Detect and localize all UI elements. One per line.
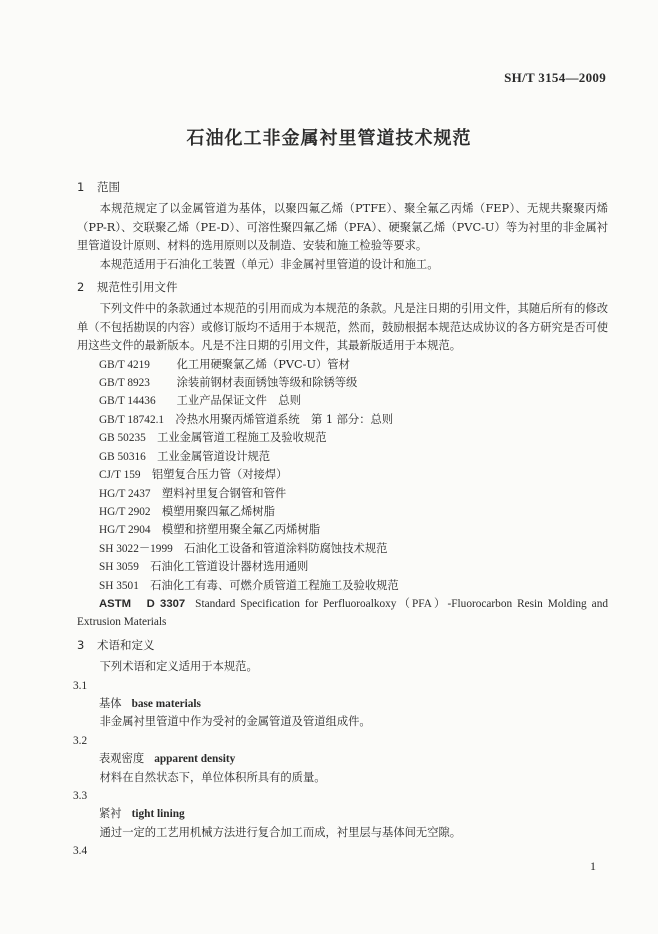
reference-code: GB/T 4219 bbox=[99, 358, 150, 371]
reference-title: 模塑用聚四氟乙烯树脂 bbox=[161, 504, 275, 518]
term-entry bbox=[77, 805, 608, 823]
reference-code: GB 50316 bbox=[99, 450, 146, 463]
section-title: 术语和定义 bbox=[97, 637, 155, 652]
reference-code: GB 50235 bbox=[99, 432, 146, 445]
term-chinese: 紧衬 bbox=[99, 807, 122, 821]
reference-code: GB/T 8923 bbox=[99, 377, 150, 390]
reference-code: SH 3022－1999 bbox=[99, 542, 173, 555]
reference-list bbox=[77, 356, 608, 595]
terms-intro: 下列术语和定义适用于本规范。 bbox=[99, 660, 258, 674]
reference-code: CJ/T 159 bbox=[99, 469, 141, 482]
reference-item bbox=[77, 558, 608, 576]
reference-item bbox=[77, 448, 608, 466]
reference-title: 铝塑复合压力管（对接焊） bbox=[151, 468, 288, 482]
document-body bbox=[73, 178, 608, 861]
section-number: 2 bbox=[77, 280, 85, 295]
reference-code: HG/T 2904 bbox=[99, 524, 151, 537]
reference-title: 化工用硬聚氯乙烯（PVC-U）管材 bbox=[176, 357, 350, 371]
reference-item bbox=[77, 540, 608, 558]
section-1-heading bbox=[77, 178, 608, 196]
reference-item bbox=[77, 374, 608, 392]
section-3-heading bbox=[77, 636, 608, 654]
scope-paragraph: 本规范适用于石油化工装置（单元）非金属衬里管道的设计和施工。 bbox=[99, 257, 439, 271]
reference-code: GB/T 14436 bbox=[99, 395, 156, 408]
reference-title: 工业金属管道设计规范 bbox=[157, 449, 271, 463]
reference-code: SH 3059 bbox=[99, 561, 139, 574]
reference-title: Standard Specification for Perfluoroalkoxy（PFA）-Fluorocarbon Resin Molding and Extrusion Materials bbox=[77, 597, 608, 629]
standard-code: SH/T 3154—2009 bbox=[504, 70, 606, 85]
scope-paragraph: 本规范规定了以金属管道为基体，以聚四氟乙烯（PTFE）、聚全氟乙丙烯（FEP）、无规共聚聚丙烯（PP-R）、交联聚乙烯（PE-D）、可溶性聚四氟乙烯（PFA）、硬聚氯乙烯（PVC-U）等为衬里的非金属衬里管道设计原则、材料的选用原则以及制造、安装和施工检验等要求。 bbox=[77, 202, 608, 253]
section-2-heading bbox=[77, 278, 608, 296]
reference-item bbox=[77, 503, 608, 521]
term-entry bbox=[77, 750, 608, 768]
reference-item bbox=[77, 466, 608, 484]
term-chinese: 基体 bbox=[99, 696, 122, 710]
page-number: 1 bbox=[590, 859, 596, 873]
reference-title: 工业金属管道工程施工及验收规范 bbox=[157, 431, 327, 445]
term-english: apparent density bbox=[154, 753, 236, 766]
reference-title: 工业产品保证文件 总则 bbox=[176, 394, 301, 408]
reference-item bbox=[77, 485, 608, 503]
term-number: 3.4 bbox=[73, 845, 88, 858]
reference-title: 冷热水用聚丙烯管道系统 第 1 部分：总则 bbox=[175, 412, 394, 426]
term-chinese: 表观密度 bbox=[99, 752, 145, 766]
term-definition: 通过一定的工艺用机械方法进行复合加工而成，衬里层与基体间无空隙。 bbox=[99, 825, 462, 839]
reference-item bbox=[77, 577, 608, 595]
term-number: 3.1 bbox=[73, 679, 88, 692]
term-english: base materials bbox=[131, 697, 201, 710]
reference-code: HG/T 2902 bbox=[99, 505, 151, 518]
reference-item bbox=[77, 392, 608, 410]
reference-item bbox=[77, 356, 608, 374]
term-definition: 非金属衬里管道中作为受衬的金属管道及管道组成件。 bbox=[99, 715, 371, 729]
document-title: 石油化工非金属衬里管道技术规范 bbox=[186, 128, 472, 149]
reference-title: 涂装前钢材表面锈蚀等级和除锈等级 bbox=[176, 376, 358, 390]
reference-item bbox=[77, 411, 608, 429]
section-title: 规范性引用文件 bbox=[97, 280, 178, 295]
reference-item-astm bbox=[77, 595, 608, 632]
reference-title: 塑料衬里复合钢管和管件 bbox=[161, 486, 287, 500]
term-english: tight lining bbox=[131, 808, 185, 821]
reference-item bbox=[77, 521, 608, 539]
term-entry bbox=[77, 695, 608, 713]
reference-code: GB/T 18742.1 bbox=[99, 413, 165, 426]
reference-title: 石油化工管道设计器材选用通则 bbox=[150, 560, 309, 574]
normative-intro: 下列文件中的条款通过本规范的引用而成为本规范的条款。凡是注日期的引用文件，其随后所有的修改单（不包括勘误的内容）或修订版均不适用于本规范，然而，鼓励根据本规范达成协议的各方研究是否可使用这些文件的最新版本。凡是不注日期的引用文件，其最新版适用于本规范。 bbox=[77, 302, 608, 353]
term-number: 3.3 bbox=[73, 790, 88, 802]
reference-code: ASTM D 3307 bbox=[99, 597, 186, 610]
section-number: 1 bbox=[77, 180, 85, 194]
reference-code: HG/T 2437 bbox=[99, 487, 151, 500]
section-number: 3 bbox=[77, 637, 85, 652]
term-definition: 材料在自然状态下，单位体积所具有的质量。 bbox=[99, 770, 326, 784]
reference-code: SH 3501 bbox=[99, 579, 139, 592]
reference-title: 石油化工设备和管道涂料防腐蚀技术规范 bbox=[184, 541, 388, 555]
reference-item bbox=[77, 429, 608, 447]
reference-title: 模塑和挤塑用聚全氟乙丙烯树脂 bbox=[161, 523, 321, 537]
term-number: 3.2 bbox=[73, 734, 88, 747]
section-title: 范围 bbox=[97, 180, 120, 194]
reference-title: 石油化工有毒、可燃介质管道工程施工及验收规范 bbox=[150, 578, 399, 592]
